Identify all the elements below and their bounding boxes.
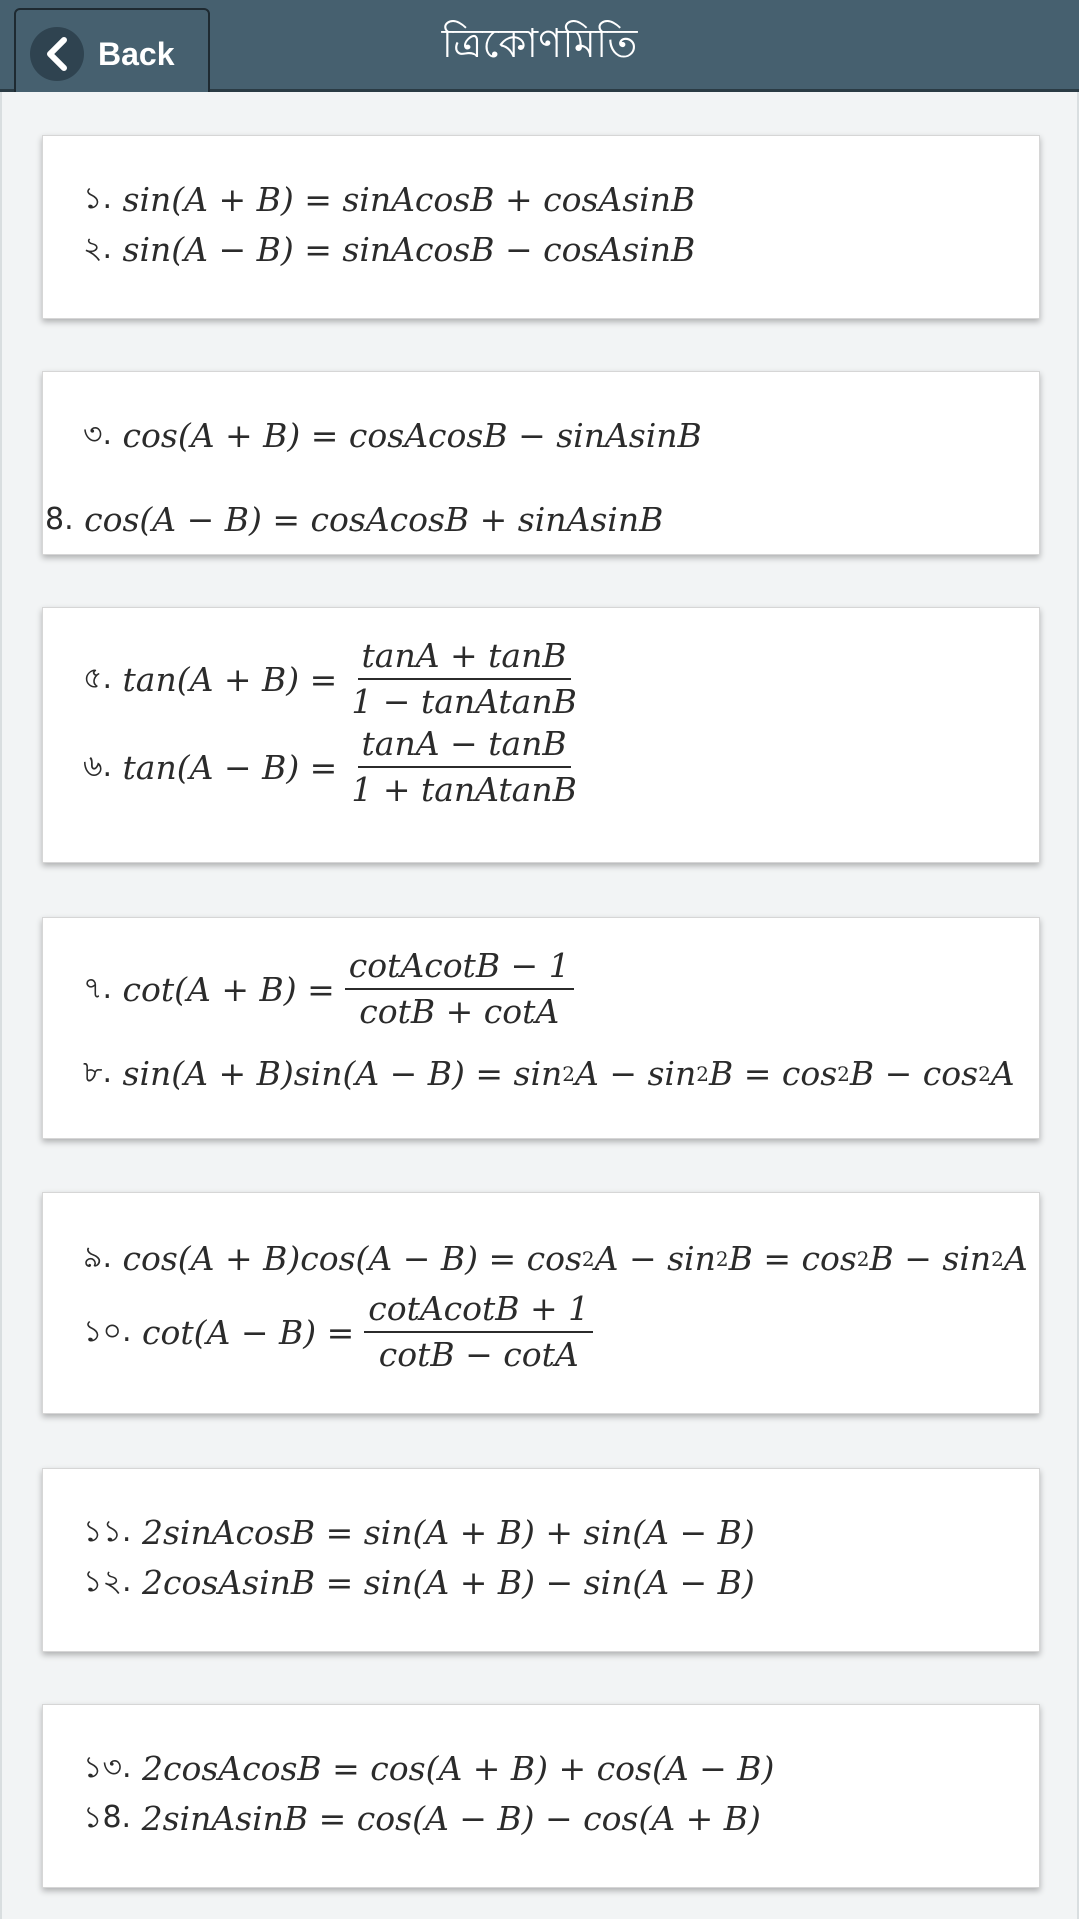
formula-card-7 xyxy=(42,1704,1040,1888)
back-button[interactable] xyxy=(14,8,210,100)
chevron-left-icon xyxy=(30,27,84,81)
formula-list[interactable] xyxy=(0,92,1079,1919)
formula-10: ১০. cot(A − B) = $\frac{\text{cotAcotB + 1}}{\cot B - \cot A}$ xyxy=(83,1291,593,1374)
formula-5: ৫. tan(A + B) = $\frac{\tan A + \tan B}{\text{1 − tanAtanB}}$ xyxy=(83,638,581,721)
formula-1: ১. sin(A + B) = sinAcosB + cosAsinB xyxy=(83,180,696,219)
formula-6: ৬. tan(A − B) = $\frac{\tan A - \tan B}{\text{1 + tanAtanB}}$ xyxy=(83,726,581,809)
page-title: ত্রিকোণমিতি xyxy=(441,21,638,67)
formula-8: ৮. sin(A + B)sin(A − B) = sin 2 A − sin 2 B = cos 2 B − cos 2 A xyxy=(83,1054,1015,1093)
back-button-label: Back xyxy=(98,35,175,72)
formula-12: ১২. 2cosAsinB = sin(A + B) − sin(A − B) xyxy=(83,1563,755,1602)
app-header xyxy=(0,0,1079,92)
fraction: $\frac{\text{cotAcotB − 1}}{\cot B + \cot A}$ xyxy=(345,948,574,1031)
formula-2: ২. sin(A − B) = sinAcosB − cosAsinB xyxy=(83,230,696,269)
formula-14: ১8. 2sinAsinB = cos(A − B) − cos(A + B) xyxy=(83,1799,761,1838)
formula-card-4 xyxy=(42,917,1040,1139)
formula-13: ১৩. 2cosAcosB = cos(A + B) + cos(A − B) xyxy=(83,1749,775,1788)
formula-card-1 xyxy=(42,135,1040,319)
formula-7: ৭. cot(A + B) = $\frac{\text{cotAcotB − 1}}{\cot B + \cot A}$ xyxy=(83,948,574,1031)
fraction: $\frac{\tan A + \tan B}{\text{1 − tanAtanB}}$ xyxy=(351,636,577,722)
formula-card-2 xyxy=(42,371,1040,555)
formula-9: ৯. cos(A + B)cos(A − B) = cos 2 A − sin 2 B = cos 2 B − sin 2 A xyxy=(83,1239,1028,1278)
formula-card-3 xyxy=(42,607,1040,863)
fraction: $\frac{\text{cotAcotB + 1}}{\cot B - \cot A}$ xyxy=(364,1291,593,1374)
formula-card-6 xyxy=(42,1468,1040,1652)
formula-3: ৩. cos(A + B) = cosAcosB − sinAsinB xyxy=(83,416,702,455)
fraction: $\frac{\tan A - \tan B}{\text{1 + tanAtanB}}$ xyxy=(351,724,577,810)
formula-4: 8. cos(A − B) = cosAcosB + sinAsinB xyxy=(45,500,664,539)
formula-card-5 xyxy=(42,1192,1040,1414)
formula-11: ১১. 2sinAcosB = sin(A + B) + sin(A − B) xyxy=(83,1513,755,1552)
